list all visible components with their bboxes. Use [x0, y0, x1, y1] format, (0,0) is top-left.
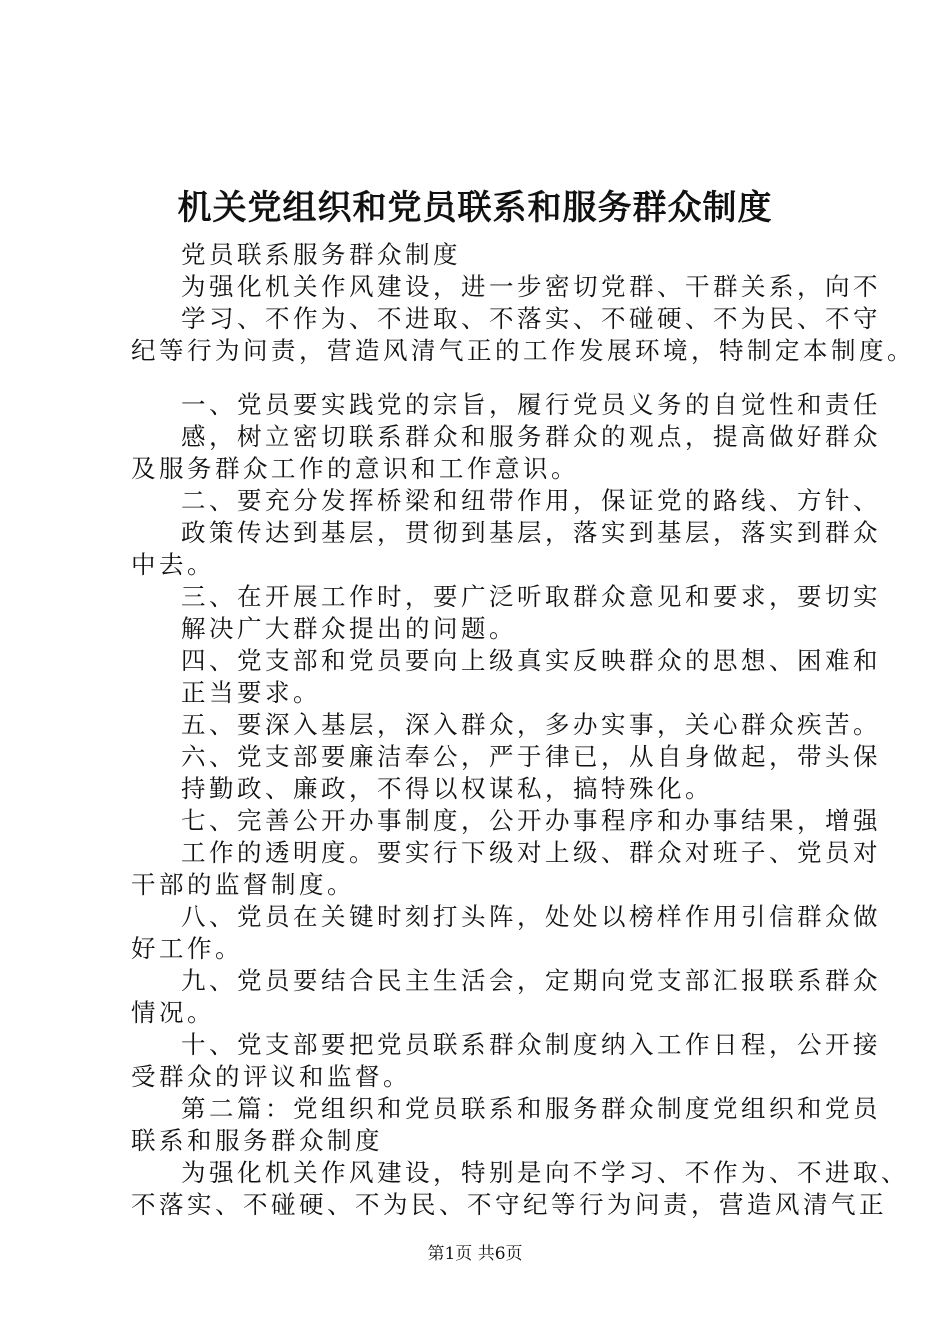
body-line: 中去。	[131, 550, 215, 579]
document-title: 机关党组织和党员联系和服务群众制度	[177, 188, 773, 228]
body-line: 联系和服务群众制度	[131, 1126, 383, 1155]
body-line: 感，树立密切联系群众和服务群众的观点，提高做好群众	[181, 422, 881, 451]
body-line: 好工作。	[131, 934, 243, 963]
body-line: 政策传达到基层，贯彻到基层，落实到基层，落实到群众	[181, 518, 881, 547]
body-line: 干部的监督制度。	[131, 870, 355, 899]
body-line: 党员联系服务群众制度	[181, 240, 461, 269]
page-number-footer: 第1页 共6页	[427, 1244, 523, 1264]
body-line: 八、党员在关键时刻打头阵，处处以榜样作用引信群众做	[181, 902, 881, 931]
body-line: 持勤政、廉政，不得以权谋私，搞特殊化。	[181, 774, 713, 803]
body-line: 为强化机关作风建设，进一步密切党群、干群关系，向不	[181, 272, 881, 301]
body-line: 十、党支部要把党员联系群众制度纳入工作日程，公开接	[181, 1030, 881, 1059]
body-line: 学习、不作为、不进取、不落实、不碰硬、不为民、不守	[181, 304, 881, 333]
body-line: 解决广大群众提出的问题。	[181, 614, 517, 643]
body-line: 六、党支部要廉洁奉公，严于律已，从自身做起，带头保	[181, 742, 881, 771]
body-line: 受群众的评议和监督。	[131, 1062, 411, 1091]
body-line: 第二篇：党组织和党员联系和服务群众制度党组织和党员	[181, 1094, 881, 1123]
body-line: 为强化机关作风建设，特别是向不学习、不作为、不进取、	[181, 1158, 909, 1187]
body-line: 七、完善公开办事制度，公开办事程序和办事结果，增强	[181, 806, 881, 835]
body-line: 三、在开展工作时，要广泛听取群众意见和要求，要切实	[181, 582, 881, 611]
body-line: 一、党员要实践党的宗旨，履行党员义务的自觉性和责任	[181, 390, 881, 419]
body-line: 不落实、不碰硬、不为民、不守纪等行为问责，营造风清气正	[131, 1190, 887, 1219]
body-line: 五、要深入基层，深入群众，多办实事，关心群众疾苦。	[181, 710, 881, 739]
body-line: 四、党支部和党员要向上级真实反映群众的思想、困难和	[181, 646, 881, 675]
body-line: 正当要求。	[181, 678, 321, 707]
body-line: 及服务群众工作的意识和工作意识。	[131, 454, 579, 483]
body-line: 情况。	[131, 998, 215, 1027]
body-line: 纪等行为问责，营造风清气正的工作发展环境，特制定本制度。	[131, 336, 915, 365]
body-line: 二、要充分发挥桥梁和纽带作用，保证党的路线、方针、	[181, 486, 881, 515]
body-line: 工作的透明度。要实行下级对上级、群众对班子、党员对	[181, 838, 881, 867]
body-line: 九、党员要结合民主生活会，定期向党支部汇报联系群众	[181, 966, 881, 995]
